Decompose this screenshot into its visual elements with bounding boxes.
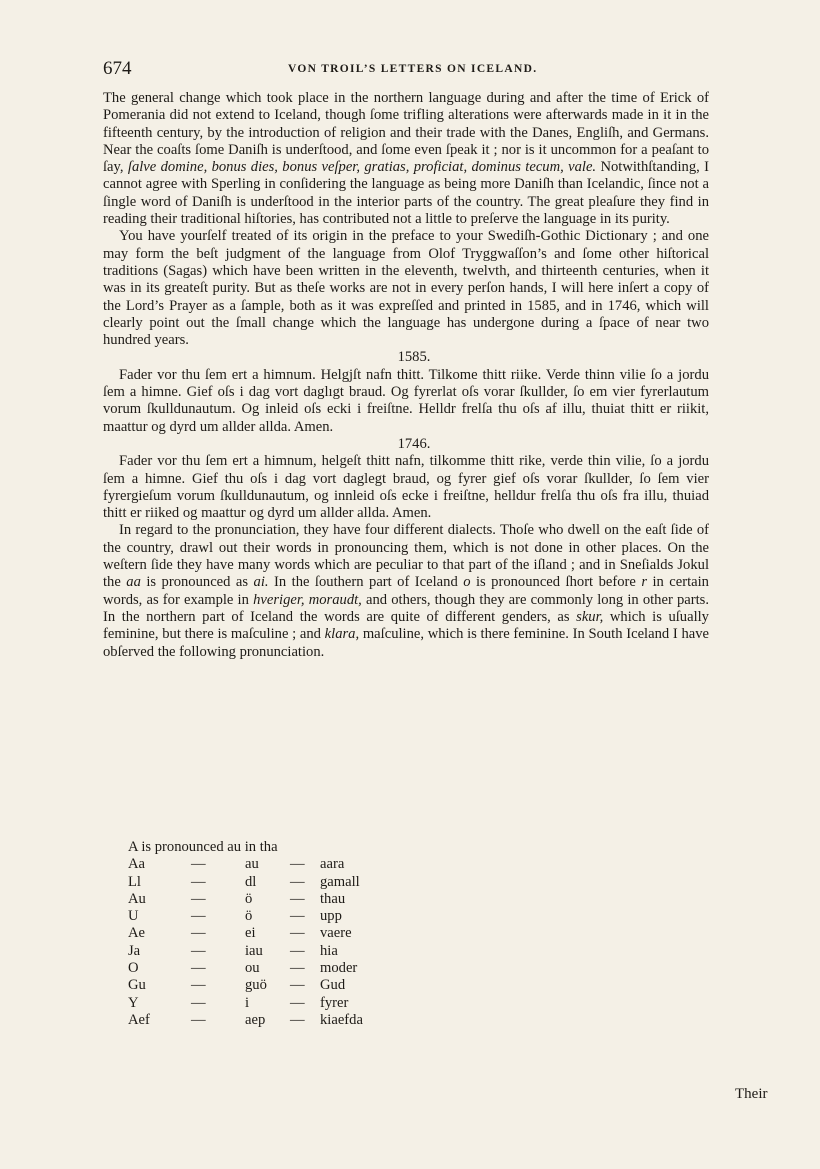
pronunciation-letter: Ll [128, 873, 141, 890]
pronunciation-example: Gud [320, 977, 346, 994]
pronunciation-dash: — [290, 925, 305, 942]
pronunciation-dash: — [191, 925, 206, 942]
pronunciation-dash: — [191, 994, 206, 1011]
prayer-year: 1585. [397, 349, 431, 366]
paragraph: The general change which took place in the northern language during and after the time of Erick of Pomerania did not extend to Iceland, though ſome trifling alterations were afterwards made in it in the fifteenth century, by the introduction of religion and their trade with the Danes, Engliſh, and Germans. Near the coaſts ſome Daniſh is underſtood, and ſome even ſpeak it ; nor is it uncommon for a peaſant to ſay, ſalve domine, bonus dies, bonus veſper, gratias, proficiat, dominus tecum, vale. Notwithſtanding, I cannot agree with Sperling in conſidering the language as being more Daniſh than Icelandic, ſince not a ſingle word of Daniſh is underſtood in the interior parts of the country. The great pleaſure they find in reading their traditional hiſtories, has contributed not a little to preſerve the language in its purity. [103, 90, 709, 228]
page-header [103, 58, 706, 82]
pronunciation-row [128, 960, 528, 977]
pronunciation-example: upp [320, 908, 342, 925]
pronunciation-letter: Ja [128, 942, 141, 959]
pronunciation-example: hia [320, 942, 338, 959]
pronunciation-dash: — [191, 960, 206, 977]
pronunciation-dash: — [290, 977, 305, 994]
pronunciation-sound: guö [245, 977, 267, 994]
paragraph: You have yourſelf treated of its origin in the preface to your Swediſh-Gothic Dictionary ; and one may form the beſt judgment of the language from Olof Tryggwaſſon’s and ſome other hiſtorical traditions (Sagas) which have been written in the eleventh, twelvth, and thirteenth centuries, when it was in its greateſt purity. But as theſe works are not in every perſon hands, I will here inſert a copy of the Lord’s Prayer as a ſample, both as it was expreſſed and printed in 1585, and in 1746, which will clearly point out the ſmall change which the language has undergone during a ſpace of near two hundred years. [103, 228, 709, 349]
pronunciation-dash: — [290, 856, 305, 873]
pronunciation-dash: — [191, 1011, 206, 1028]
pronunciation-letter: O [128, 960, 139, 977]
body-text [103, 90, 709, 661]
pronunciation-dash: — [290, 994, 305, 1011]
pronunciation-row [128, 943, 528, 960]
pronunciation-sound: dl [245, 873, 257, 890]
pronunciation-row [128, 856, 528, 873]
pronunciation-example: aara [320, 856, 345, 873]
pronunciation-sound: iau [245, 942, 263, 959]
pronunciation-dash: — [290, 942, 305, 959]
pronunciation-sound: au [245, 856, 259, 873]
pronunciation-example: kiaefda [320, 1011, 363, 1028]
pronunciation-row [128, 925, 528, 942]
running-title: VON TROIL’S LETTERS ON ICELAND. [288, 63, 538, 75]
pronunciation-sound: ou [245, 960, 260, 977]
pronunciation-row [128, 995, 528, 1012]
pronunciation-letter: Au [128, 890, 146, 907]
pronunciation-dash: — [290, 873, 305, 890]
pronunciation-example: thau [320, 890, 346, 907]
pronunciation-dash: — [191, 908, 206, 925]
pronunciation-example: gamall [320, 873, 360, 890]
pronunciation-letter: Aef [128, 1011, 150, 1028]
pronunciation-sound: ö [245, 908, 253, 925]
pronunciation-row [128, 977, 528, 994]
pronunciation-sound: ö [245, 890, 253, 907]
pronunciation-dash: — [191, 856, 206, 873]
pronunciation-example: vaere [320, 925, 352, 942]
pronunciation-row [128, 874, 528, 891]
pronunciation-dash: — [290, 1011, 305, 1028]
pronunciation-dash: — [191, 942, 206, 959]
pronunciation-example: fyrer [320, 994, 349, 1011]
pronunciation-dash: — [290, 908, 305, 925]
paragraph: In regard to the pronunciation, they have four different dialects. Thoſe who dwell on the eaſt ſide of the country, drawl out their words in pronouncing them, which is not done in other places. On the weſtern ſide they have many words which are peculiar to that part of the iſland ; and in Sneſialds Jokul the aa is pronounced as ai. In the ſouthern part of Iceland o is pronounced ſhort before r in certain words, as for example in hveriger, moraudt, and others, though they are commonly long in other parts. In the northern part of Iceland the words are quite of different genders, as skur, which is uſually feminine, but there is maſculine ; and klara, maſculine, which is there feminine. In South Iceland I have obſerved the following pronunciation. [103, 522, 709, 660]
pronunciation-dash: — [191, 890, 206, 907]
pronunciation-letter: Gu [128, 977, 146, 994]
pronunciation-sound: i [245, 994, 250, 1011]
pronunciation-dash: — [191, 873, 206, 890]
pronunciation-row [128, 1012, 528, 1029]
pronunciation-letter: U [128, 908, 139, 925]
pronunciation-example: moder [320, 960, 358, 977]
prayer-year: 1746. [397, 435, 431, 452]
pronunciation-letter: Aa [128, 856, 146, 873]
prayer-text: Fader vor thu ſem ert a himnum, helgeſt thitt nafn, tilkomme thitt rike, verde thin vilie, ſo a jordu ſem a himne. Gief thu oſs i dag vort daglegt braud, og fyrer gief oſs vorar ſkullder, ſo ſem vier fyrergieſum vorum ſkulldunautum, og innleid oſs ecke i freiſtne, helldur frelſa thu oſs fra illu, thuiad thitt er riiked og maattur og dyrd um allder allda. Amen. [103, 453, 709, 522]
pronunciation-sound: ei [245, 925, 256, 942]
pronunciation-dash: — [290, 960, 305, 977]
pronunciation-row [128, 891, 528, 908]
pronunciation-row [128, 908, 528, 925]
pronunciation-letter: Ae [128, 925, 146, 942]
page-number: 674 [103, 58, 132, 79]
pronunciation-dash: — [191, 977, 206, 994]
catchword: Their [735, 1086, 768, 1102]
prayer-text: Fader vor thu ſem ert a himnum. Helgjſt nafn thitt. Tilkome thitt riike. Verde thinn vilie ſo a jordu ſem a himne. Gief oſs i dag vort daglıgt braud. Og fyrerlat oſs vorar ſkullder, ſo em vier fyrerlautum vorum ſkulldunautum. Og inleid oſs ecki i freiſtne. Helldr frelſa thu oſs af illu, thuiat thitt er riikit, maattur og dyrd um allder allda. Amen. [103, 366, 709, 435]
pronunciation-table [128, 839, 528, 1029]
pronunciation-sound: aep [245, 1011, 266, 1028]
pronunciation-intro: A is pronounced au in tha [128, 839, 278, 855]
pronunciation-dash: — [290, 890, 305, 907]
pronunciation-letter: Y [128, 994, 139, 1011]
